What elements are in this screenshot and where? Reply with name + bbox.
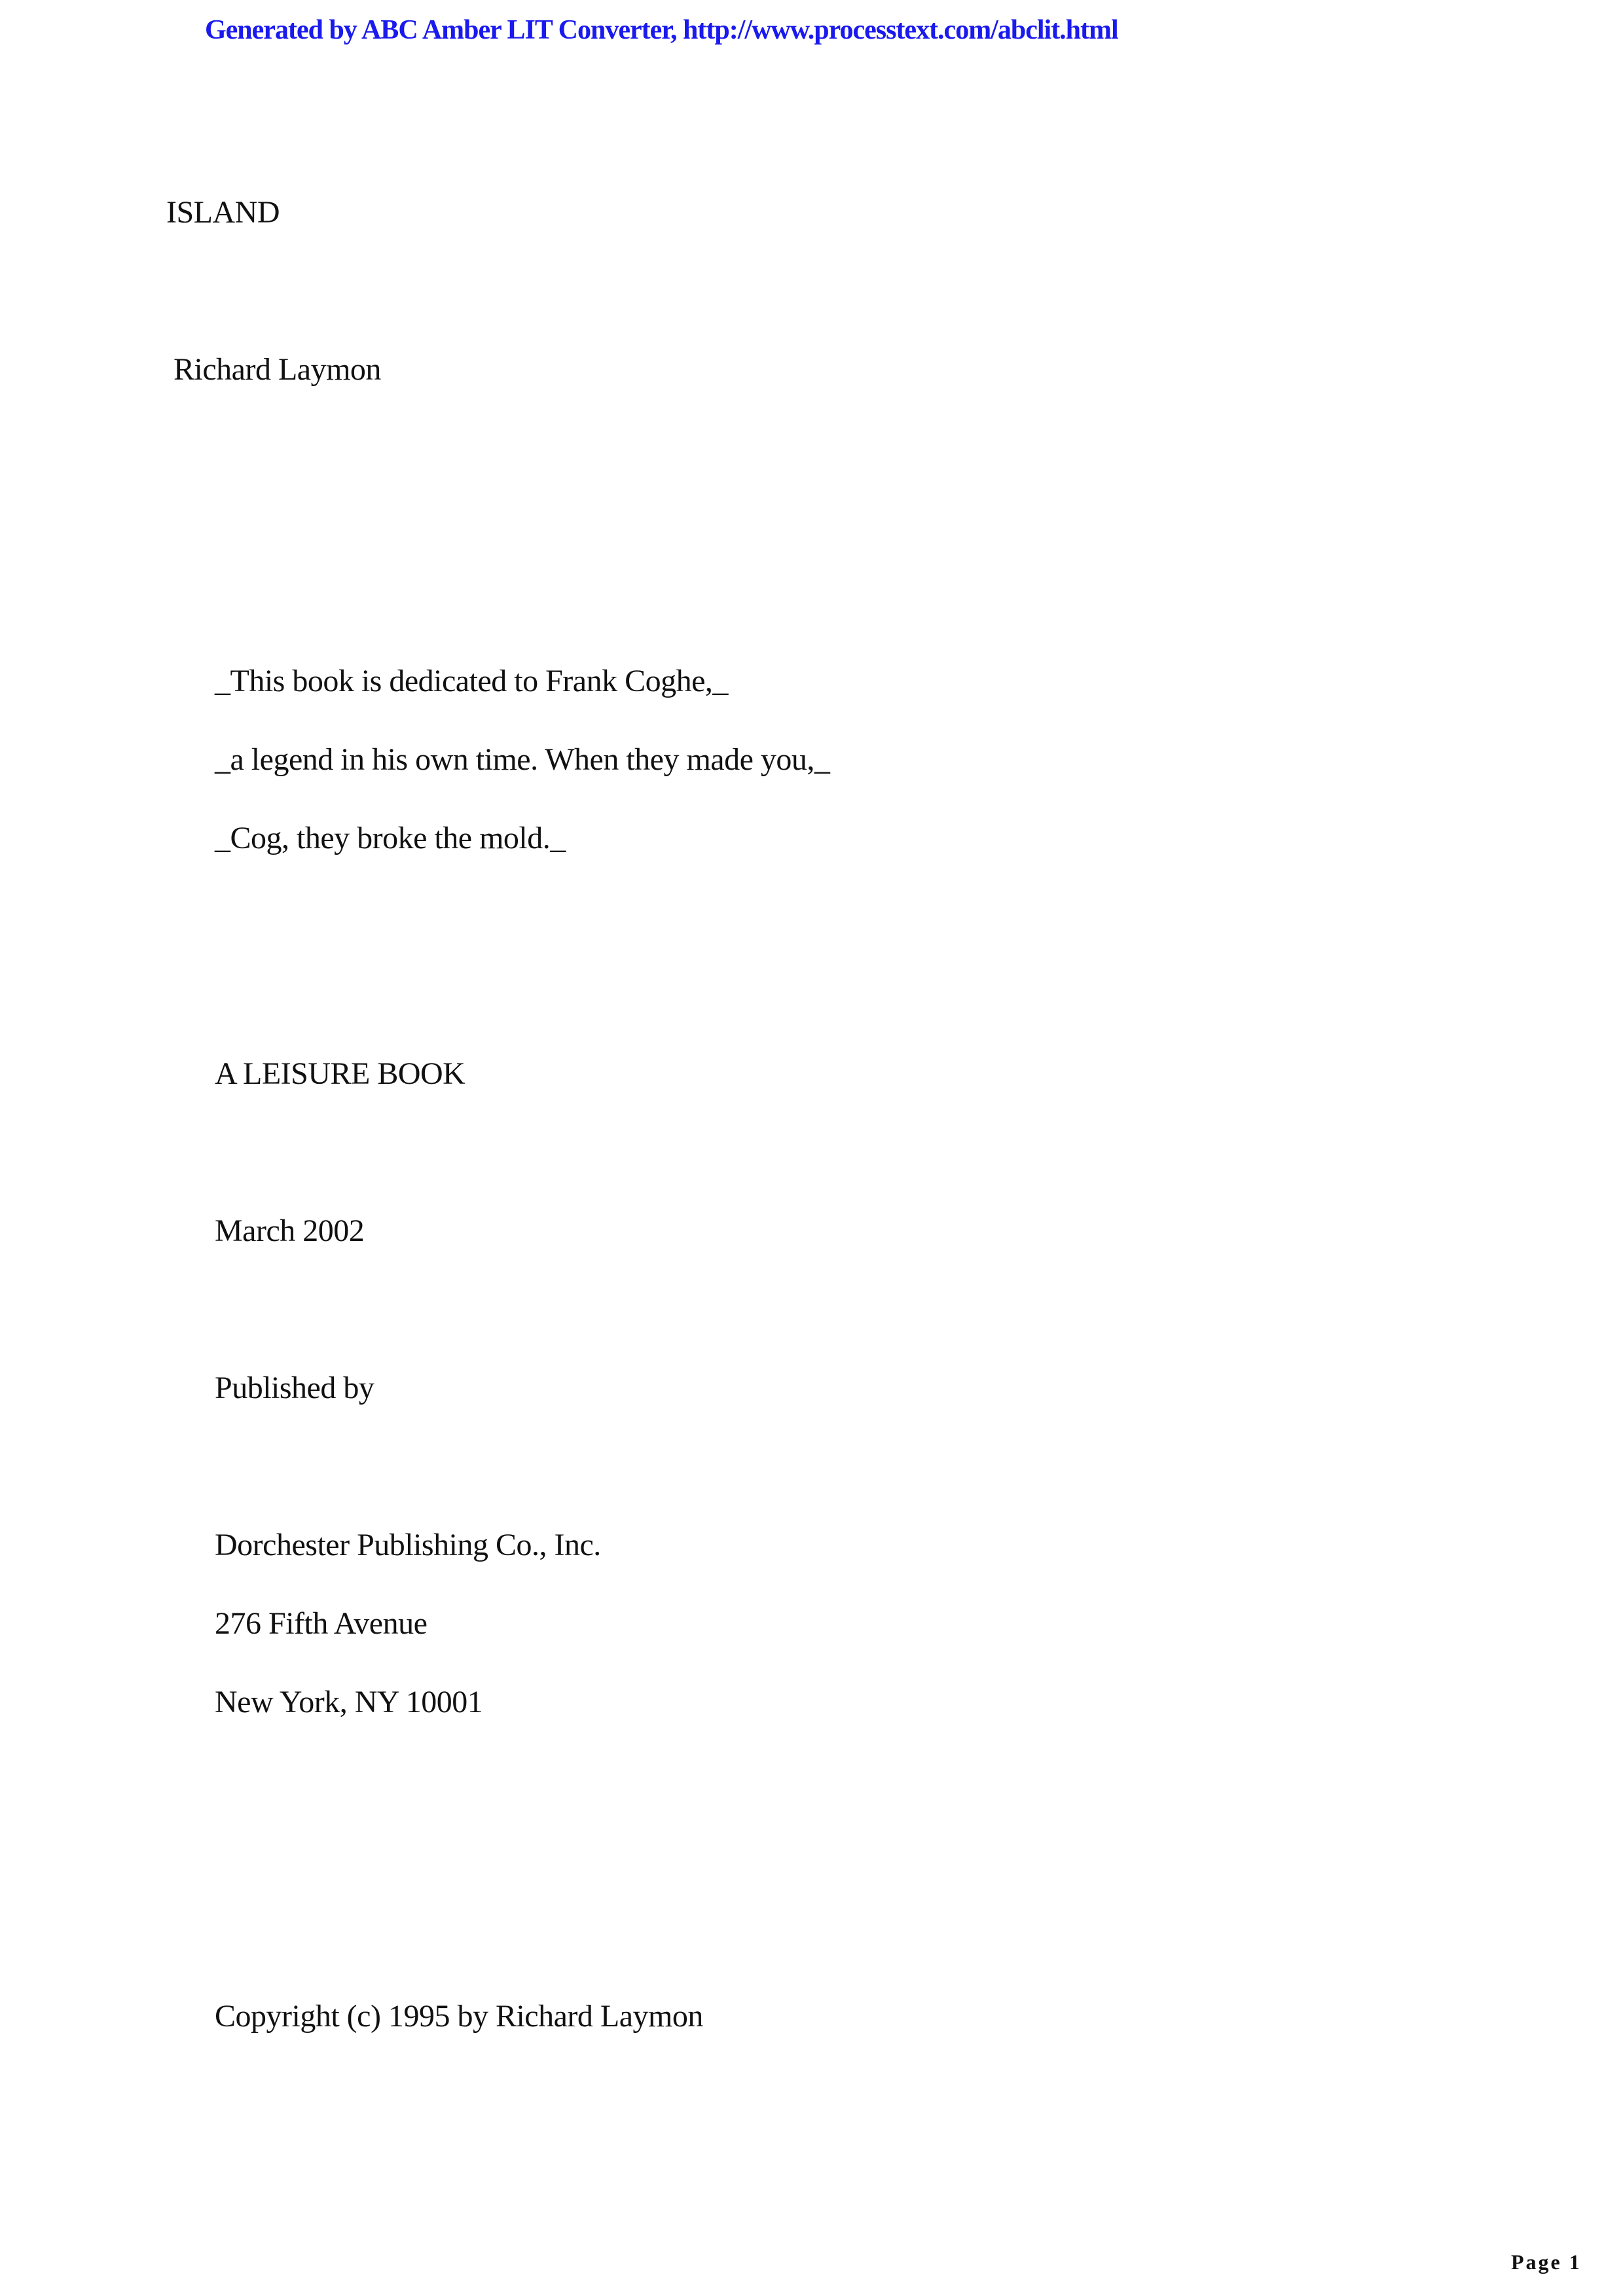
published-by-label: Published by (215, 1371, 374, 1405)
copyright-notice: Copyright (c) 1995 by Richard Laymon (215, 1999, 703, 2034)
author-name: Richard Laymon (173, 352, 381, 387)
dedication-line-3: _Cog, they broke the mold._ (215, 821, 566, 855)
converter-banner-link[interactable]: Generated by ABC Amber LIT Converter, http://www.processtext.com/abclit.html (205, 15, 1118, 45)
publication-date: March 2002 (215, 1213, 365, 1248)
book-title: ISLAND (166, 195, 280, 230)
publisher-name: Dorchester Publishing Co., Inc. (215, 1528, 601, 1562)
page-number: Page 1 (1511, 2250, 1582, 2274)
imprint-label: A LEISURE BOOK (215, 1056, 465, 1091)
dedication-line-1: _This book is dedicated to Frank Coghe,_ (215, 664, 728, 698)
publisher-street: 276 Fifth Avenue (215, 1606, 428, 1641)
publisher-city: New York, NY 10001 (215, 1685, 483, 1719)
dedication-line-2: _a legend in his own time. When they made you,_ (215, 742, 830, 777)
